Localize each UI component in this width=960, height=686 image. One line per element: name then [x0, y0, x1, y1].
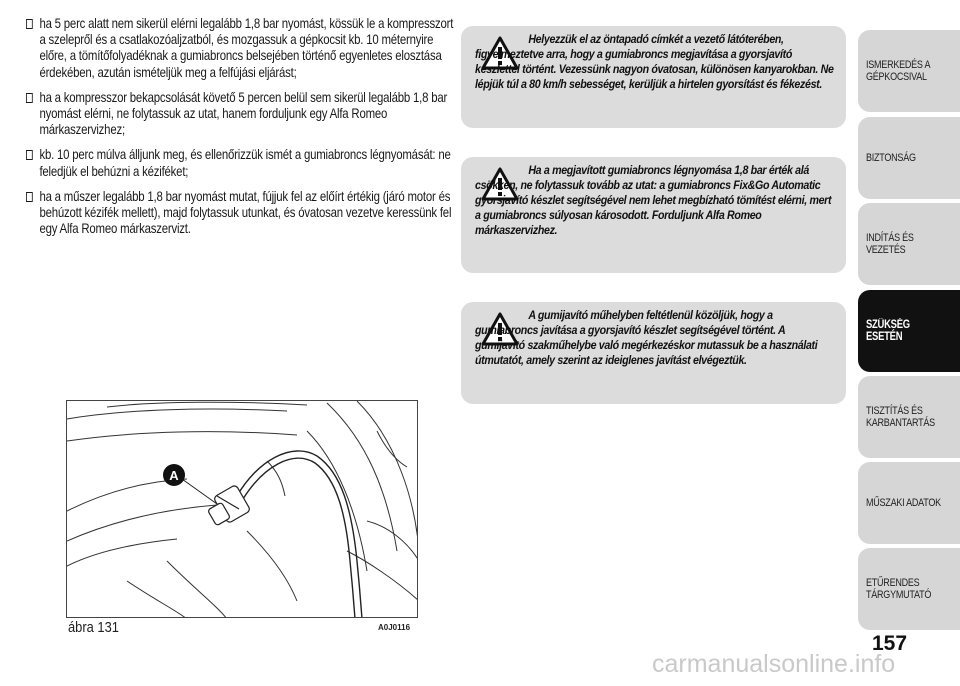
page-number: 157: [872, 632, 908, 655]
warning-text: Ha a megjavított gumiabroncs légnyomása 1,8 bar érték alá csökken, ne folytassuk tovább az utat: a gumiabroncs Fix&Go Automatic gyorsjavító készlet segítségével nem lehet megbízható tömítést elérni, mert a gumiabroncs súlyosan károsodott. Forduljunk Alfa Romeo márkaszervizhez.: [475, 163, 832, 237]
chapter-tab-label: BIZTONSÁG: [866, 151, 916, 164]
instruction-text: ha a kompresszor bekapcsolását követő 5 percen belül sem sikerül legalább 1,8 bar nyomást elérni, ne folytassuk az utat, hanem forduljunk egy Alfa Romeo márkaszervizhez;: [39, 89, 448, 138]
instruction-list: [26, 16, 454, 246]
chapter-tab-inditas[interactable]: [858, 203, 960, 285]
callout-a-label: A: [169, 468, 179, 483]
chapter-tab-szukseg-eseten[interactable]: [858, 290, 960, 372]
warning-text: A gumijavító műhelyben feltétlenül közöljük, hogy a gumiabroncs javítása a gyorsjavító készlet segítségével történt. A gumijavító szakműhelybe való megérkezéskor mutassuk be a használati útmutatót, amely szerint az ideiglenes javítást elvégeztük.: [475, 308, 818, 367]
chapter-tab-ismerkedes[interactable]: [858, 30, 960, 112]
checkbox-square-icon: [26, 19, 33, 29]
instruction-item: [26, 90, 459, 139]
warning-box: [461, 157, 846, 273]
instruction-text: kb. 10 perc múlva álljunk meg, és ellenőrizzük ismét a gumiabroncs légnyomását: ne feledjük el behúzni a kéziféket;: [39, 147, 451, 179]
chapter-tab-label: MŰSZAKI ADATOK: [866, 496, 941, 509]
instruction-item: [26, 147, 459, 179]
checkbox-square-icon: [26, 150, 33, 160]
chapter-tab-muszaki-adatok[interactable]: [858, 462, 960, 544]
warning-box: [461, 302, 846, 404]
tyre-valve-hose-illustration: [67, 401, 418, 618]
chapter-tab-biztonsag[interactable]: [858, 117, 960, 199]
chapter-tab-label: INDÍTÁS ÉS VEZETÉS: [866, 231, 914, 256]
instruction-text: ha a műszer legalább 1,8 bar nyomást mutat, fújjuk fel az előírt értékig (járó motor és behúzott kézifék mellett), majd folytassuk utunkat, és óvatosan vezetve keressünk fel egy Alfa Romeo márkaszervizt.: [39, 188, 452, 237]
illustration-figure: [66, 400, 418, 618]
watermark-text: carmanualsonline.info: [652, 650, 896, 678]
chapter-tab-label: TISZTÍTÁS ÉS KARBANTARTÁS: [866, 404, 935, 429]
checkbox-square-icon: [26, 93, 33, 103]
chapter-tab-label: SZÜKSÉG ESETÉN: [866, 318, 910, 343]
figure-caption: ábra 131: [68, 619, 119, 636]
instruction-item: [26, 189, 459, 238]
warning-text: Helyezzük el az öntapadó címkét a vezető látóterében, figyelmeztetve arra, hogy a gumiabroncs megjavítása a gyorsjavító készlettel történt. Vezessünk nagyon óvatosan, különösen kanyarokban. Ne lépjük túl a 80 km/h sebességet, kerüljük a hirtelen gyorsítást és fékezést.: [475, 32, 834, 91]
instruction-text: ha 5 perc alatt nem sikerül elérni legalább 1,8 bar nyomást, kössük le a kompresszort a szelepről és a csatlakozóaljzatból, és mozgassuk a gépkocsit kb. 10 méternyire előre, a tömítőfolyadéknak a gumiabroncs belsejében történő egyenletes elosztása érdekében, azután ismételjük meg a felfújási eljárást;: [39, 16, 454, 80]
figure-code: A0J0116: [378, 623, 411, 632]
chapter-tab-label: ETŰRENDES TÁRGYMUTATÓ: [866, 576, 932, 601]
chapter-tab-tisztitas[interactable]: [858, 376, 960, 458]
chapter-tab-label: ISMERKEDÉS A GÉPKOCSIVAL: [866, 58, 930, 83]
instruction-item: [26, 16, 459, 81]
checkbox-square-icon: [26, 192, 33, 202]
warning-box: [461, 26, 846, 128]
chapter-tab-targymutato[interactable]: [858, 548, 960, 630]
